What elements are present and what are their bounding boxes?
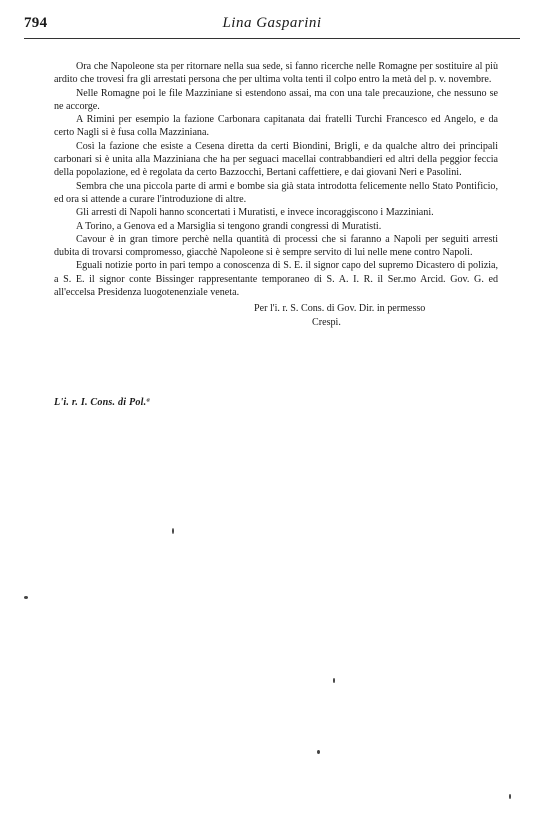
left-signature: L'i. r. I. Cons. di Pol.ª bbox=[54, 397, 150, 408]
paragraph: Ora che Napoleone sta per ritornare nella sua sede, si fanno ricerche nelle Romagne per sostituire al più ardito che trovesi fra gli arrestati persona che per ultima volta tenti il colpo entro la metà del p. v. novembre. bbox=[54, 61, 498, 86]
paragraph: Sembra che una piccola parte di armi e bombe sia già stata introdotta felicemente nello Stato Pontificio, ed ora si attende a curare l'introduzione di altre. bbox=[54, 180, 498, 205]
paragraph: A Rimini per esempio la fazione Carbonara capitanata dai fratelli Turchi Francesco ed Angelo, e da certo Nagli si è fusa colla Mazziniana. bbox=[54, 114, 498, 139]
scan-speck bbox=[333, 678, 335, 683]
closing-line-1: Per l'i. r. S. Cons. di Gov. Dir. in permesso bbox=[254, 303, 426, 315]
paragraph: Gli arresti di Napoli hanno sconcertati i Muratisti, e invece incoraggiscono i Mazziniani. bbox=[76, 207, 434, 219]
paragraph: Così la fazione che esiste a Cesena diretta da certi Biondini, Brigli, e da qualche altro dei principali carbonari si è unita alla Mazziniana che ha per seguaci macellai contrabbandieri ed altri della peggior feccia della popolazione, ed è regolata da certo Bazzocchi, Bertani caffettiere, e dai giovani Neri e Pasolini. bbox=[54, 140, 498, 179]
closing-signature bbox=[54, 302, 498, 329]
page-number: 794 bbox=[24, 15, 48, 31]
header-rule bbox=[24, 38, 520, 39]
paragraph: Eguali notizie porto in pari tempo a conoscenza di S. E. il signor capo del supremo Dicastero di polizia, a S. E. il signor conte Bissinger rappresentante temporaneo di S. A. I. R. il Ser.mo Arcid. Gov. G. ed all'eccelsa Presidenza luogotenenziale veneta. bbox=[54, 260, 498, 299]
paragraph: A Torino, a Genova ed a Marsiglia si tengono grandi congressi di Muratisti. bbox=[76, 220, 382, 232]
paragraph: Nelle Romagne poi le file Mazziniane si estendono assai, ma con una tale precauzione, che nessuno se ne accorge. bbox=[54, 87, 498, 112]
closing-line-2: Crespi. bbox=[312, 316, 341, 328]
scan-speck bbox=[24, 596, 28, 599]
scan-speck bbox=[509, 794, 511, 799]
scan-speck bbox=[317, 750, 320, 754]
scan-speck bbox=[172, 528, 174, 534]
paragraph: Cavour è in gran timore perchè nella quantità di processi che si faranno a Napoli per seguiti arresti dubita di trovarsi compromesso, giacchè Napoleone si è sempre servito di lui nelle mene contro Napoli. bbox=[54, 233, 498, 259]
running-head: Lina Gasparini bbox=[222, 15, 322, 31]
page-header bbox=[24, 15, 520, 37]
body-text bbox=[54, 60, 498, 329]
